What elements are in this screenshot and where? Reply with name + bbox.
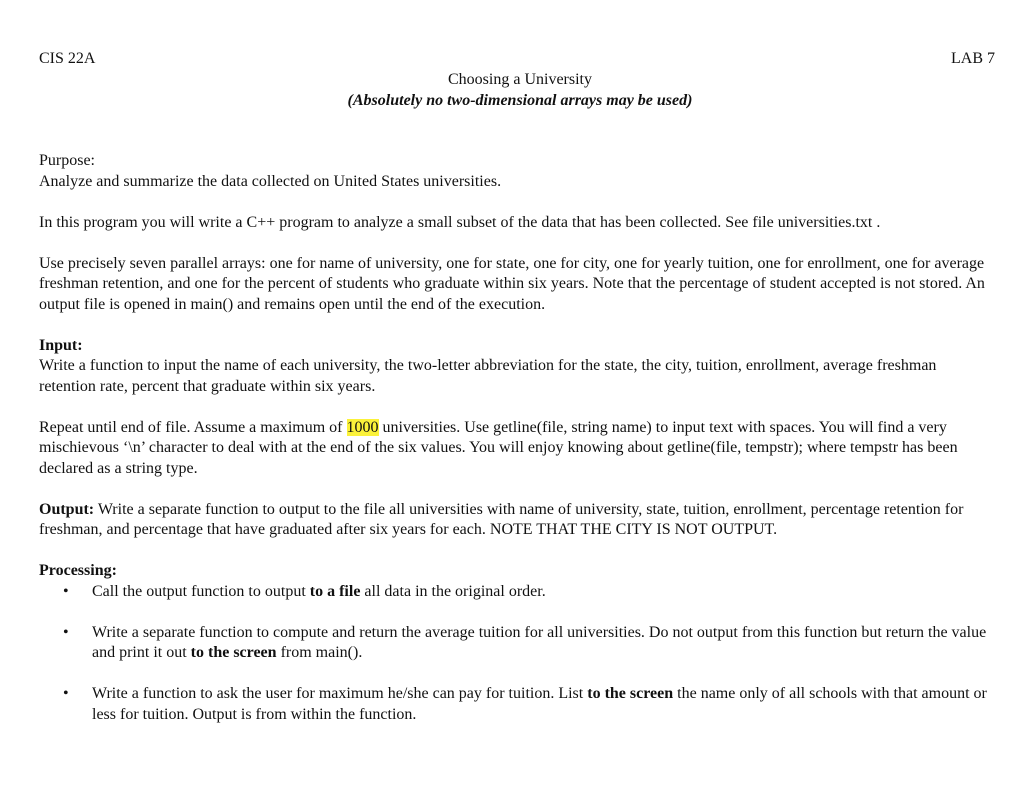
processing-list [39, 582, 989, 726]
arrays-paragraph: Use precisely seven parallel arrays: one for name of university, one for state, one for city, one for yearly tuition, one for enrollment, one for average freshman retention, and one for the percent of students who graduate within six years. Note that the percentage of student accepted is not stored. An output file is opened in main() and remains open until the end of the execution. [39, 254, 985, 313]
repeat-paragraph [39, 418, 989, 480]
bullet-icon: • [63, 623, 69, 641]
item-text: Write a function to ask the user for maximum he/she can pay for tuition. List [92, 685, 588, 702]
item-text: Call the output function to output [92, 582, 310, 600]
item-text: from main(). [276, 644, 363, 661]
repeat-text-before: Repeat until end of file. Assume a maximum of [39, 418, 347, 436]
highlighted-max-count: 1000 [346, 418, 379, 436]
item-emphasis: to the screen [190, 644, 277, 661]
list-item [39, 582, 989, 603]
processing-heading: Processing: [39, 562, 117, 579]
item-text: all data in the original order. [360, 582, 546, 600]
purpose-heading: Purpose: [39, 152, 95, 169]
bullet-icon: • [63, 685, 69, 702]
intro-paragraph: In this program you will write a C++ program to analyze a small subset of the data that has been collected. See file universities.txt . [39, 213, 881, 231]
item-emphasis: to the screen [587, 685, 674, 702]
output-heading: Output: [39, 500, 95, 518]
page-title: Choosing a University [448, 71, 592, 88]
document-body [39, 151, 989, 725]
bullet-icon: • [63, 582, 69, 600]
item-text: the name only of all schools with that amount or less for tuition. Output is from within the function. [92, 685, 987, 723]
purpose-text: Analyze and summarize the data collected on United States universities. [39, 172, 502, 190]
page-subtitle: (Absolutely no two-dimensional arrays may be used) [347, 92, 693, 109]
input-text: Write a function to input the name of each university, the two-letter abbreviation for the state, the city, tuition, enrollment, average freshman retention rate, percent that graduate within six years. [39, 357, 937, 395]
repeat-text-after: universities. Use getline(file, string name) to input text with spaces. You will find a very mischievous ‘\n’ character to deal with at the end of the six values. You will enjoy knowing about getline(file, tempstr); where tempstr has been declared as a string type. [39, 418, 958, 477]
course-code: CIS 22A [39, 50, 96, 67]
output-paragraph [39, 500, 989, 541]
lab-number: LAB 7 [951, 50, 995, 67]
input-heading: Input: [39, 336, 83, 354]
item-text: Write a separate function to compute and return the average tuition for all universities. Do not output from this function but return the value and print it out [92, 623, 987, 661]
list-item [39, 684, 989, 725]
item-emphasis: to a file [309, 582, 361, 600]
output-text: Write a separate function to output to the file all universities with name of university, state, tuition, enrollment, percentage retention for freshman, and percentage that have graduated after six years for each. NOTE THAT THE CITY IS NOT OUTPUT. [39, 500, 964, 538]
list-item [39, 623, 989, 664]
